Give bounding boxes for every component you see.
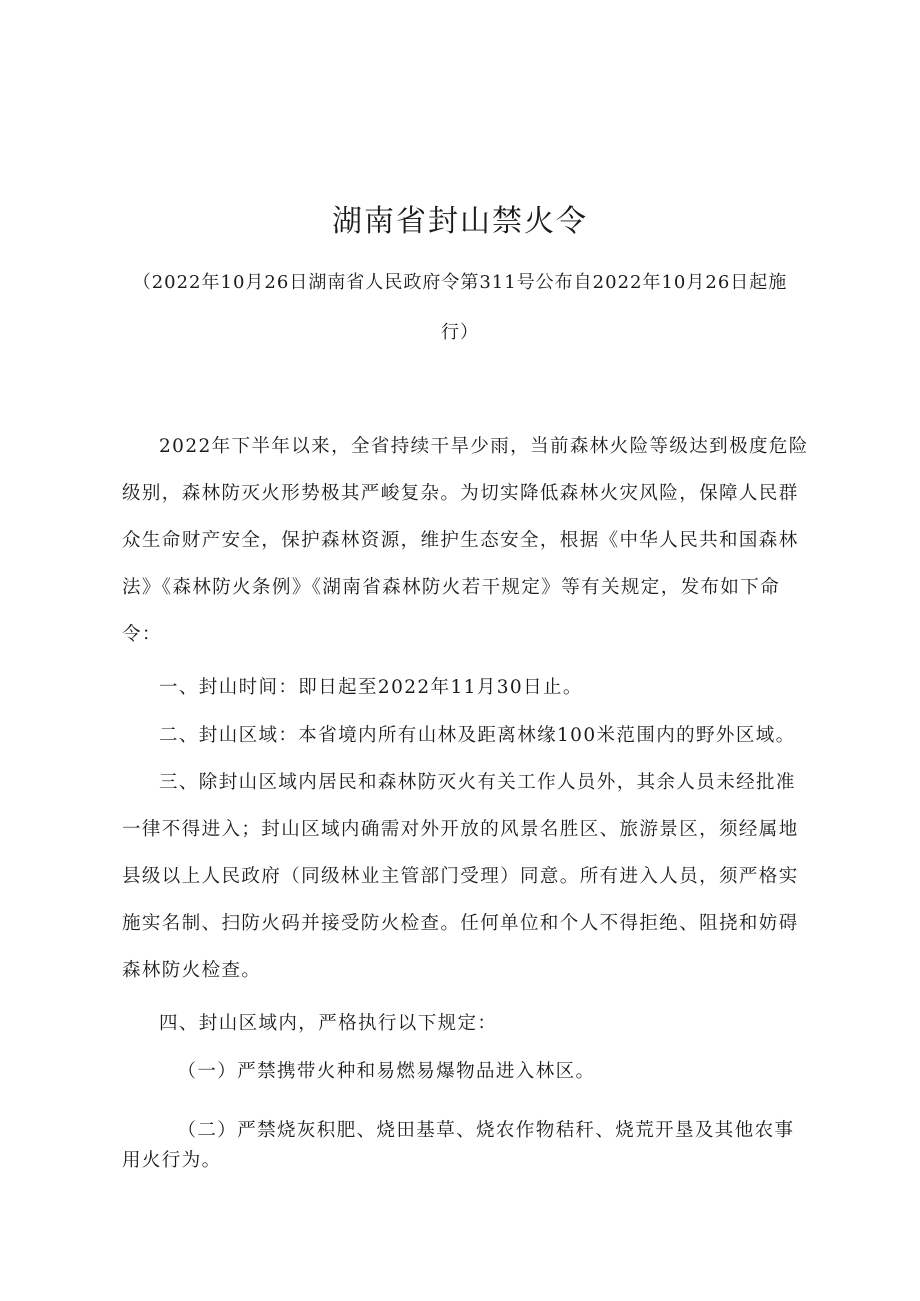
item-1-paragraph: 一、封山时间：即日起至2022年11月30日止。	[159, 677, 583, 698]
item-3-block	[122, 759, 812, 994]
document-subtitle: （2022年10月26日湖南省人民政府令第311号公布自2022年10月26日起施行）	[132, 272, 788, 343]
sub-item-1-paragraph: （一）严禁携带火种和易燃易爆物品进入林区。	[177, 1061, 596, 1082]
item-4-paragraph: 四、封山区域内，严格执行以下规定：	[159, 1013, 498, 1034]
intro-paragraph-block	[122, 423, 812, 658]
sub-item-2-block	[122, 1116, 812, 1176]
sub-item-2-paragraph: （二）严禁烧灰积肥、烧田基草、烧农作物秸秆、烧荒开垦及其他农事用火行为。	[122, 1120, 795, 1171]
item-2-paragraph: 二、封山区域：本省境内所有山林及距离林缘100米范围内的野外区域。	[159, 725, 796, 746]
sub-item-1-block	[122, 1048, 812, 1095]
item-2-block	[122, 712, 812, 759]
intro-paragraph: 2022年下半年以来，全省持续干旱少雨，当前森林火险等级达到极度危险级别，森林防灭火形势极其严峻复杂。为切实降低森林火灾风险，保障人民群众生命财产安全，保护森林资源，维护生态安全，根据《中华人民共和国森林法》《森林防火条例》《湖南省森林防火若干规定》等有关规定，发布如下命令：	[122, 436, 809, 645]
item-3-paragraph: 三、除封山区域内居民和森林防灭火有关工作人员外，其余人员未经批准一律不得进入；封山区域内确需对外开放的风景名胜区、旅游景区，须经属地县级以上人民政府（同级林业主管部门受理）同意。所有进入人员，须严格实施实名制、扫防火码并接受防火检查。任何单位和个人不得拒绝、阻挠和妨碍森林防火检查。	[122, 772, 799, 981]
document-title: 湖南省封山禁火令	[332, 204, 588, 239]
item-1-block	[122, 664, 812, 711]
item-4-block	[122, 1000, 812, 1047]
